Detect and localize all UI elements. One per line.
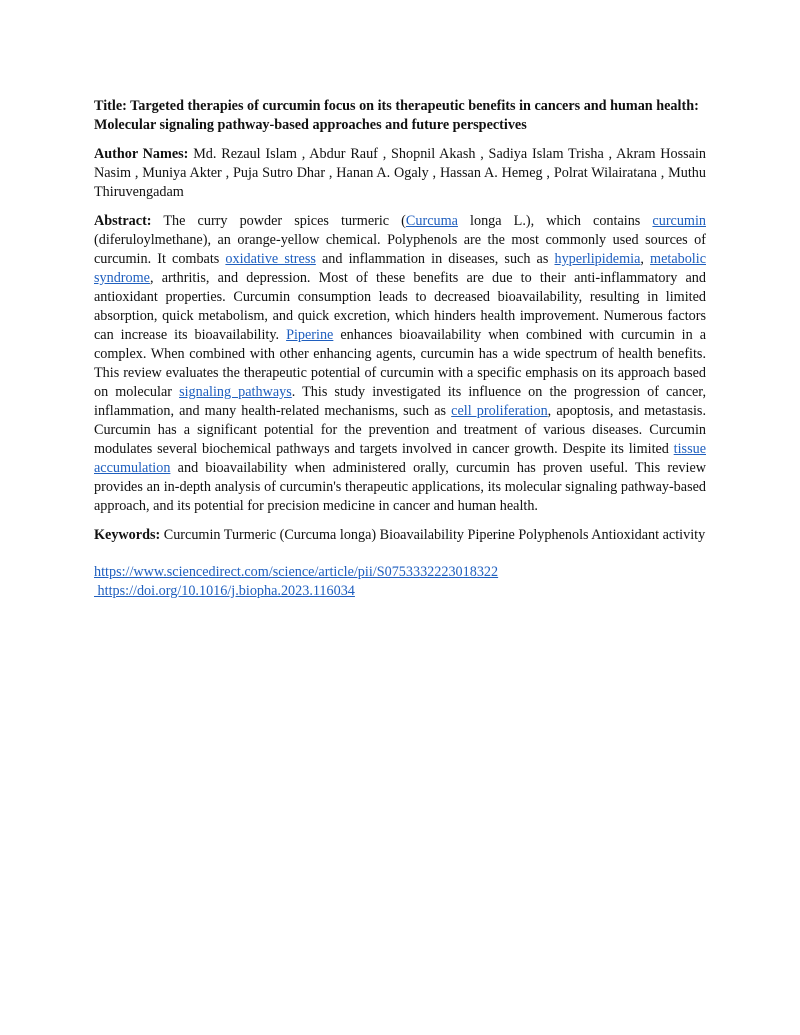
abstract-text: and inflammation in diseases, such as	[315, 251, 555, 267]
keywords	[94, 526, 706, 545]
abstract	[94, 212, 706, 516]
abstract-text: , arthritis, and depression. Most of these benefits are due to their anti-inflammatory and antioxidant properties. Curcumin consumption leads to decreased bioavailability, resulting in limited absorption, quick metabolism, and quick excretion, which hinders health improvement. Numerous factors can increase its bioavailability.	[94, 270, 706, 343]
sciencedirect-link[interactable]: https://www.sciencedirect.com/science/article/pii/S0753332223018322	[94, 564, 499, 580]
abstract-label: Abstract:	[94, 213, 152, 229]
link-curcuma[interactable]: Curcuma	[405, 213, 458, 229]
link-piperine[interactable]: Piperine	[286, 327, 334, 343]
author-list: Md. Rezaul Islam , Abdur Rauf , Shopnil Akash , Sadiya Islam Trisha , Akram Hossain Nasim , Muniya Akter , Puja Sutro Dhar , Hanan A. Ogaly , Hassan A. Hemeg , Polrat Wilairatana , Muthu Thiruvengadam	[94, 146, 707, 200]
link-metabolic-syndrome[interactable]: metabolic syndrome	[94, 251, 706, 286]
abstract-text: enhances bioavailability when combined with curcumin in a complex. When combined with other enhancing agents, curcumin has a wide spectrum of health benefits. This review evaluates the therapeutic potential of curcumin with a specific emphasis on its approach based on molecular	[94, 327, 706, 400]
reference-links	[94, 563, 706, 601]
link-curcumin[interactable]: curcumin	[652, 213, 706, 229]
link-oxidative-stress[interactable]: oxidative stress	[225, 251, 316, 267]
author-names	[94, 145, 706, 202]
keywords-label: Keywords:	[94, 527, 161, 543]
article-title: Title: Targeted therapies of curcumin focus on its therapeutic benefits in cancers and human health: Molecular signaling pathway-based approaches and future perspectives	[94, 98, 699, 133]
link-hyperlipidemia[interactable]: hyperlipidemia	[554, 251, 641, 267]
abstract-text: ,	[640, 251, 651, 267]
abstract-text: (diferuloylmethane), an orange-yellow chemical. Polyphenols are the most commonly used sources of curcumin. It combats	[94, 232, 706, 267]
abstract-text: , apoptosis, and metastasis. Curcumin has a significant potential for the prevention and treatment of various diseases. Curcumin modulates several biochemical pathways and targets involved in cancer growth. Despite its limited	[94, 403, 707, 457]
abstract-text: The curry powder spices turmeric (	[163, 213, 406, 229]
link-signaling-pathways[interactable]: signaling pathways	[179, 384, 292, 400]
author-label: Author Names:	[94, 146, 189, 162]
link-cell-proliferation[interactable]: cell proliferation	[451, 403, 548, 419]
abstract-text: and bioavailability when administered orally, curcumin has proven useful. This review provides an in-depth analysis of curcumin's therapeutic applications, its molecular signaling pathway-based approach, and its potential for precision medicine in cancer and human health.	[94, 460, 706, 514]
abstract-text: . This study investigated its influence on the progression of cancer, inflammation, and many health-related mechanisms, such as	[94, 384, 706, 419]
abstract-text: longa L.), which contains	[457, 213, 653, 229]
keywords-text: Curcumin Turmeric (Curcuma longa) Bioavailability Piperine Polyphenols Antioxidant activity	[163, 527, 706, 543]
doi-link[interactable]: https://doi.org/10.1016/j.biopha.2023.116034	[94, 583, 355, 599]
document-body	[94, 97, 706, 601]
link-tissue-accumulation[interactable]: tissue accumulation	[94, 441, 706, 476]
